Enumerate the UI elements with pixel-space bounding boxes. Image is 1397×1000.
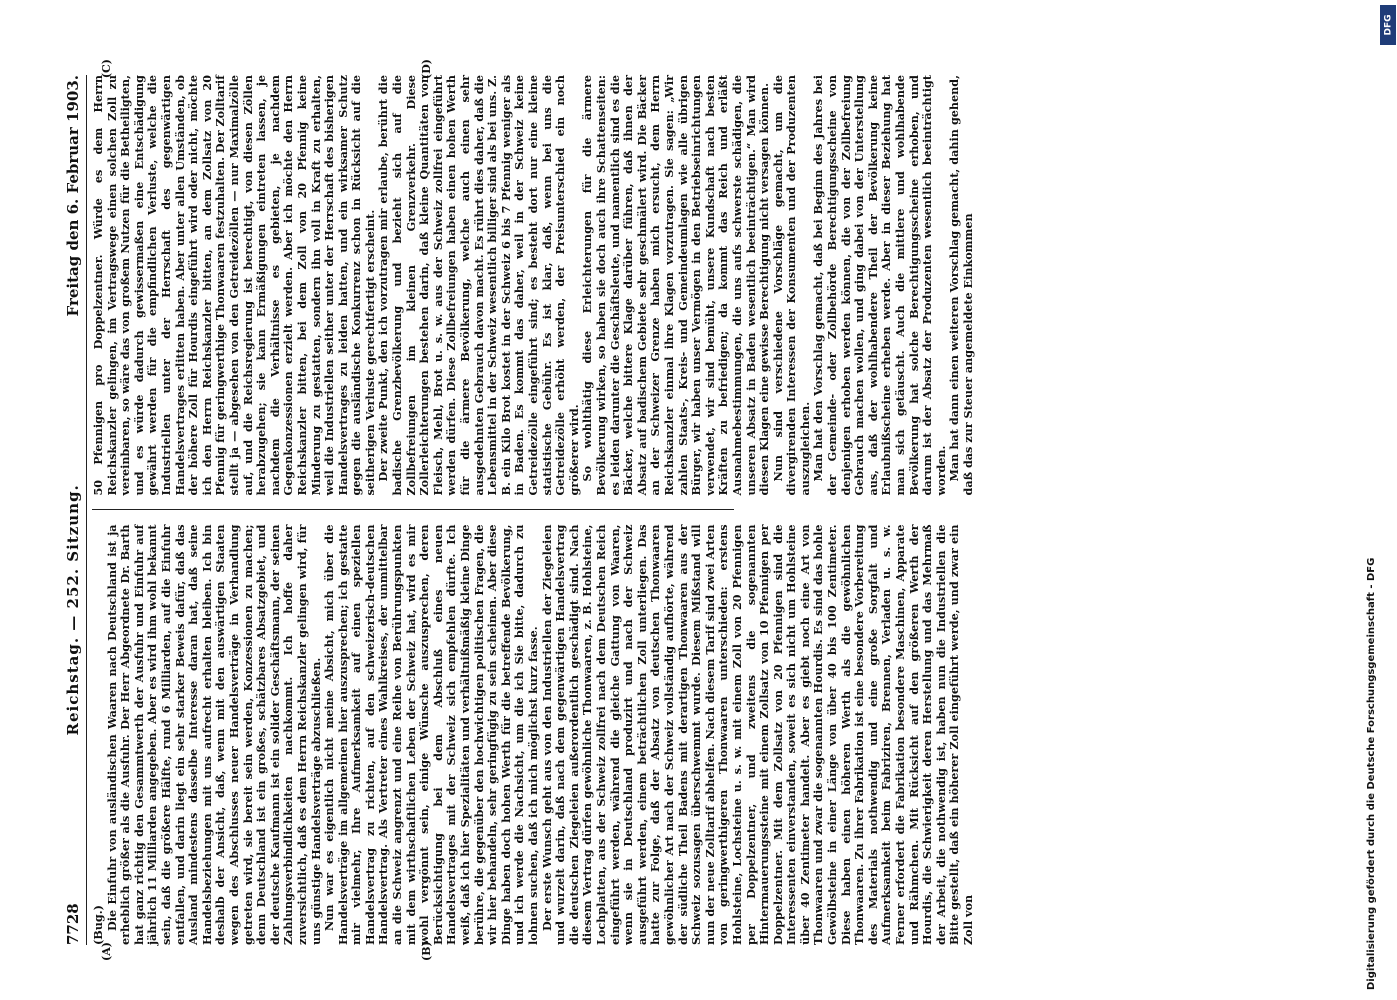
speaker-label: (Bug.) — [91, 905, 105, 945]
left-paragraph-3: Der erste Wunsch geht aus von den Industriellen der Ziegeleien und wurzelt darin, daß nach dem gegenwärtigen Handelsvertrag die deutschen Ziegeleien außerordentlich geschädigt sind. Nach diesem Vertrag dürfen gewöhnliche Thonwaaren, z. B. Hohlsteine, Lochplatten, aus der Schweiz zollfrei nach dem Deutschen Reich eingeführt werden, während die gleiche Gattung von Waaren, wenn sie in Deutschland produzirt und nach der Schweiz ausgeführt werden, einem beträchtlichen Zoll unterliegen. Das hatte zur Folge, daß der Absatz von deutschen Thonwaaren gewöhnlicher Art nach der Schweiz vollständig aufhörte, während der südliche Theil Badens mit derartigen Thonwaaren aus der Schweiz sozusagen überschwemmt wurde. Diesem Mißstand will nun der neue Zolltarif abhelfen. Nach diesem Tarif sind zwei Arten von geringwerthigeren Thonwaaren unterschieden: erstens Hohlsteine, Lochsteine u. s. w. mit einem Zoll von 20 Pfennigen per Doppelzentner, und zweitens die sogenannten Hintermauerungssteine mit einem Zollsatz von 10 Pfennigen per Doppelzentner. Mit dem Zollsatz von 20 Pfennigen sind die Interessenten einverstanden, soweit es sich nicht um Hohlsteine über 40 Zentimeter handelt. Aber es giebt noch eine Art von Thonwaaren und zwar die sogenannten Hourdis. Es sind das hohle Gewölbsteine in einer Länge von über 40 bis 100 Zentimeter. Diese haben einen höheren Werth als die gewöhnlichen Thonwaaren. Zu ihrer Fabrikation ist eine besondere Vorbereitung des Materials nothwendig und eine große Sorgfalt und Aufmerksamkeit beim Fabriziren, Brennen, Verladen u. s. w. Ferner erfordert die Fabrikation besondere Maschinen, Apparate und Rähmchen. Mit Rücksicht auf den größeren Werth der Hourdis, die Schwierigkeit deren Herstellung und das Mehrmaß der Arbeit, die nothwendig ist, haben nun die Industriellen die Bitte gestellt, daß ein höherer Zoll eingeführt werde, und zwar ein Zoll von — [539, 524, 975, 945]
column-divider — [92, 510, 734, 511]
rotated-page — [60, 59, 975, 961]
attribution-strip — [1360, 0, 1382, 1000]
margin-mark-c: (C) — [100, 59, 113, 79]
dfg-logo — [1380, 5, 1396, 45]
right-paragraph-6: Man hat dann einen weiteren Vorschlag gemacht, dahin gehend, daß das zur Steuer angemeldete Einkommen — [947, 75, 975, 496]
text-columns — [91, 75, 975, 945]
right-paragraph-4: Nun sind verschiedene Vorschläge gemacht, um die divergirenden Interessen der Konsumenten und der Produzenten auszugleichen. — [770, 75, 812, 496]
right-paragraph-2: Der zweite Punkt, den ich vorzutragen mir erlaube, berührt die badische Grenzbevölkerung und bezieht sich auf die Zollbefreiungen im kleinen Grenzverkehr. Diese Zollerleichterungen bestehen darin, daß kleine Quantitäten von Fleisch, Mehl, Brot u. s. w. aus der Schweiz zollfrei eingeführt werden dürfen. Diese Zollbefreiungen haben einen hohen Werth für die ärmere Bevölkerung, welche auch einen sehr ausgedehnten Gebrauch davon macht. Es rührt dies daher, daß die Lebensmittel in der Schweiz wesentlich billiger sind als bei uns. Z. B. ein Kilo Brot kostet in der Schweiz 6 bis 7 Pfennig weniger als in Baden. Es kommt das daher, weil in der Schweiz keine Getreidezölle eingeführt sind; es besteht dort nur eine kleine statistische Gebühr. Es ist klar, daß, wenn bei uns die Getreidezölle erhöht werden, der Preisunterschied ein noch größerer wird. — [376, 75, 581, 496]
page-number: 7728 — [64, 903, 82, 945]
right-column — [91, 75, 975, 496]
header-left-title: Reichstag. — 252. Sitzung. — [64, 484, 82, 736]
header-right-title: Freitag den 6. Februar 1903. — [64, 75, 82, 317]
left-paragraph-2: Nun war es eigentlich nicht meine Absicht, mich über die Handelsverträge im allgemeinen hier auszusprechen; ich gestatte mir vielmehr, Ihre Aufmerksamkeit auf einen speziellen Handelsvertrag zu richten, auf den schweizerisch-deutschen Handelsvertrag. Als Vertreter eines Wahlkreises, der unmittelbar an die Schweiz angrenzt und eine Reihe von Berührungspunkten mit dem wirthschaftlichen Leben der Schweiz hat, wird es mir wohl vergönnt sein, einige Wünsche auszusprechen, deren Berücksichtigung bei dem Abschluß eines neuen Handelsvertrages mit der Schweiz sich empfehlen dürfte. Ich weiß, daß ich hier Spezialitäten und verhältnißmäßig kleine Dinge berühre, die gegenüber den hochwichtigen politischen Fragen, die wir hier behandeln, sehr geringfügig zu sein scheinen. Aber diese Dinge haben doch hohen Werth für die betreffende Bevölkerung, und ich werde die Nachsicht, um die ich Sie bitte, dadurch zu lohnen suchen, daß ich mich möglichst kurz fasse. — [322, 524, 540, 945]
page-header — [60, 75, 87, 945]
attribution-text: Digitalisierung gefördert durch die Deutsche Forschungsgemeinschaft - DFG — [1365, 557, 1377, 990]
right-paragraph-1: 50 Pfennigen pro Doppelzentner. Würde es dem Herrn Reichskanzler gelingen, im Vertragswege einen solchen Zoll zu vereinbaren, so wäre das von großem Nutzen für die Betheiligten, und es würde dadurch gewissermaßen eine Entschädigung gewährt werden für die empfindlichen Verluste, welche die Industriellen unter der Herrschaft des gegenwärtigen Handelsvertrages erlitten haben. Aber unter allen Umständen, ob der höhere Zoll für Hourdis eingeführt wird oder nicht, möchte ich den Herrn Reichskanzler bitten, an dem Zollsatz von 20 Pfennig für geringwerthige Thonwaaren festzuhalten. Der Zolltarif stellt ja — abgesehen von den Getreidezöllen — nur Maximalzölle auf, und die Reichsregierung ist berechtigt, von diesen Zöllen herabzugehen; sie kann Ermäßigungen eintreten lassen, je nachdem die Verhältnisse es gebieten, je nachdem Gegenkonzessionen erzielt werden. Aber ich möchte den Herrn Reichskanzler bitten, bei dem Zoll von 20 Pfennig keine Minderung zu gestatten, sondern ihn voll in Kraft zu erhalten, weil die Industriellen seither unter der Herrschaft des bisherigen Handelsvertrages zu leiden hatten, und ein wirksamer Schutz gegen die ausländische Konkurrenz schon in Rücksicht auf die seitherigen Verluste gerechtfertigt erscheint. — [91, 75, 377, 496]
dfg-logo-text: DFG — [1383, 14, 1394, 36]
margin-mark-b: (B) — [420, 941, 433, 961]
left-paragraph-1: Die Einfuhr von ausländischen Waaren nach Deutschland ist ja erheblich größer als die Ausfuhr. Der Herr Abgeordnete Dr. Barth hat ganz richtig den Gesammtwerth der Ausfuhr und Einfuhr auf jährlich 11 Milliarden angegeben. Aber es wird ihm wohl bekannt sein, daß die größere Hälfte, rund 6 Milliarden, auf die Einfuhr entfallen, und darin liegt ein sehr starker Beweis dafür, daß das Ausland mindestens dasselbe Interesse daran hat, daß seine Handelsbeziehungen mit uns aufrecht erhalten bleiben. Ich bin deshalb der Ansicht, daß, wenn mit den auswärtigen Staaten wegen des Abschlusses neuer Handelsverträge in Verhandlung getreten wird, sie bereit sein werden, Konzessionen zu machen; denn Deutschland ist ein großes, schätzbares Absatzgebiet, und der deutsche Kaufmann ist ein solider Geschäftsmann, der seinen Zahlungsverbindlichkeiten nachkommt. Ich hoffe daher zuversichtlich, daß es dem Herrn Reichskanzler gelingen wird, für uns günstige Handelsverträge abzuschließen. — [104, 524, 323, 945]
right-paragraph-3: So wohlthätig diese Erleichterungen für die ärmere Bevölkerung wirken, so haben sie doch auch ihre Schattenseiten: es leiden darunter die Geschäftsleute, und namentlich sind es die Bäcker, welche bittere Klage darüber führen, daß ihnen der Absatz auf badischem Gebiete sehr geschmälert wird. Die Bäcker an der Schweizer Grenze haben mich ersucht, dem Herrn Reichskanzler einmal ihre Klagen vorzutragen. Sie sagen: „Wir zahlen Staats-, Kreis- und Gemeindeumlagen wie alle übrigen Bürger, wir haben unser Vermögen in den Betriebseinrichtungen verwendet, wir sind bemüht, unsere Kundschaft nach besten Kräften zu befriedigen; da kommt das Reich und erläßt Ausnahmebestimmungen, die uns aufs schwerste schädigen, die unseren Absatz in Baden wesentlich beeinträchtigen.“ Man wird diesen Klagen eine gewisse Berechtigung nicht versagen können. — [580, 75, 772, 496]
margin-mark-d: (D) — [420, 59, 433, 79]
right-paragraph-5: Man hat den Vorschlag gemacht, daß bei Beginn des Jahres bei der Gemeinde- oder Zollbehörde Berechtigungsscheine von denjenigen erhoben werden können, die von der Zollbefreiung Gebrauch machen wollen, und ging dabei von der Unterstellung aus, daß der wohlhabendere Theil der Bevölkerung keine Erlaubnißscheine erheben werde. Aber in dieser Beziehung hat man sich getäuscht. Auch die mittlere und wohlhabende Bevölkerung hat solche Berechtigungsscheine erhoben, und darum ist der Absatz der Produzenten wesentlich beeinträchtigt worden. — [811, 75, 948, 496]
left-column — [91, 524, 975, 946]
margin-mark-a: (A) — [100, 942, 113, 961]
